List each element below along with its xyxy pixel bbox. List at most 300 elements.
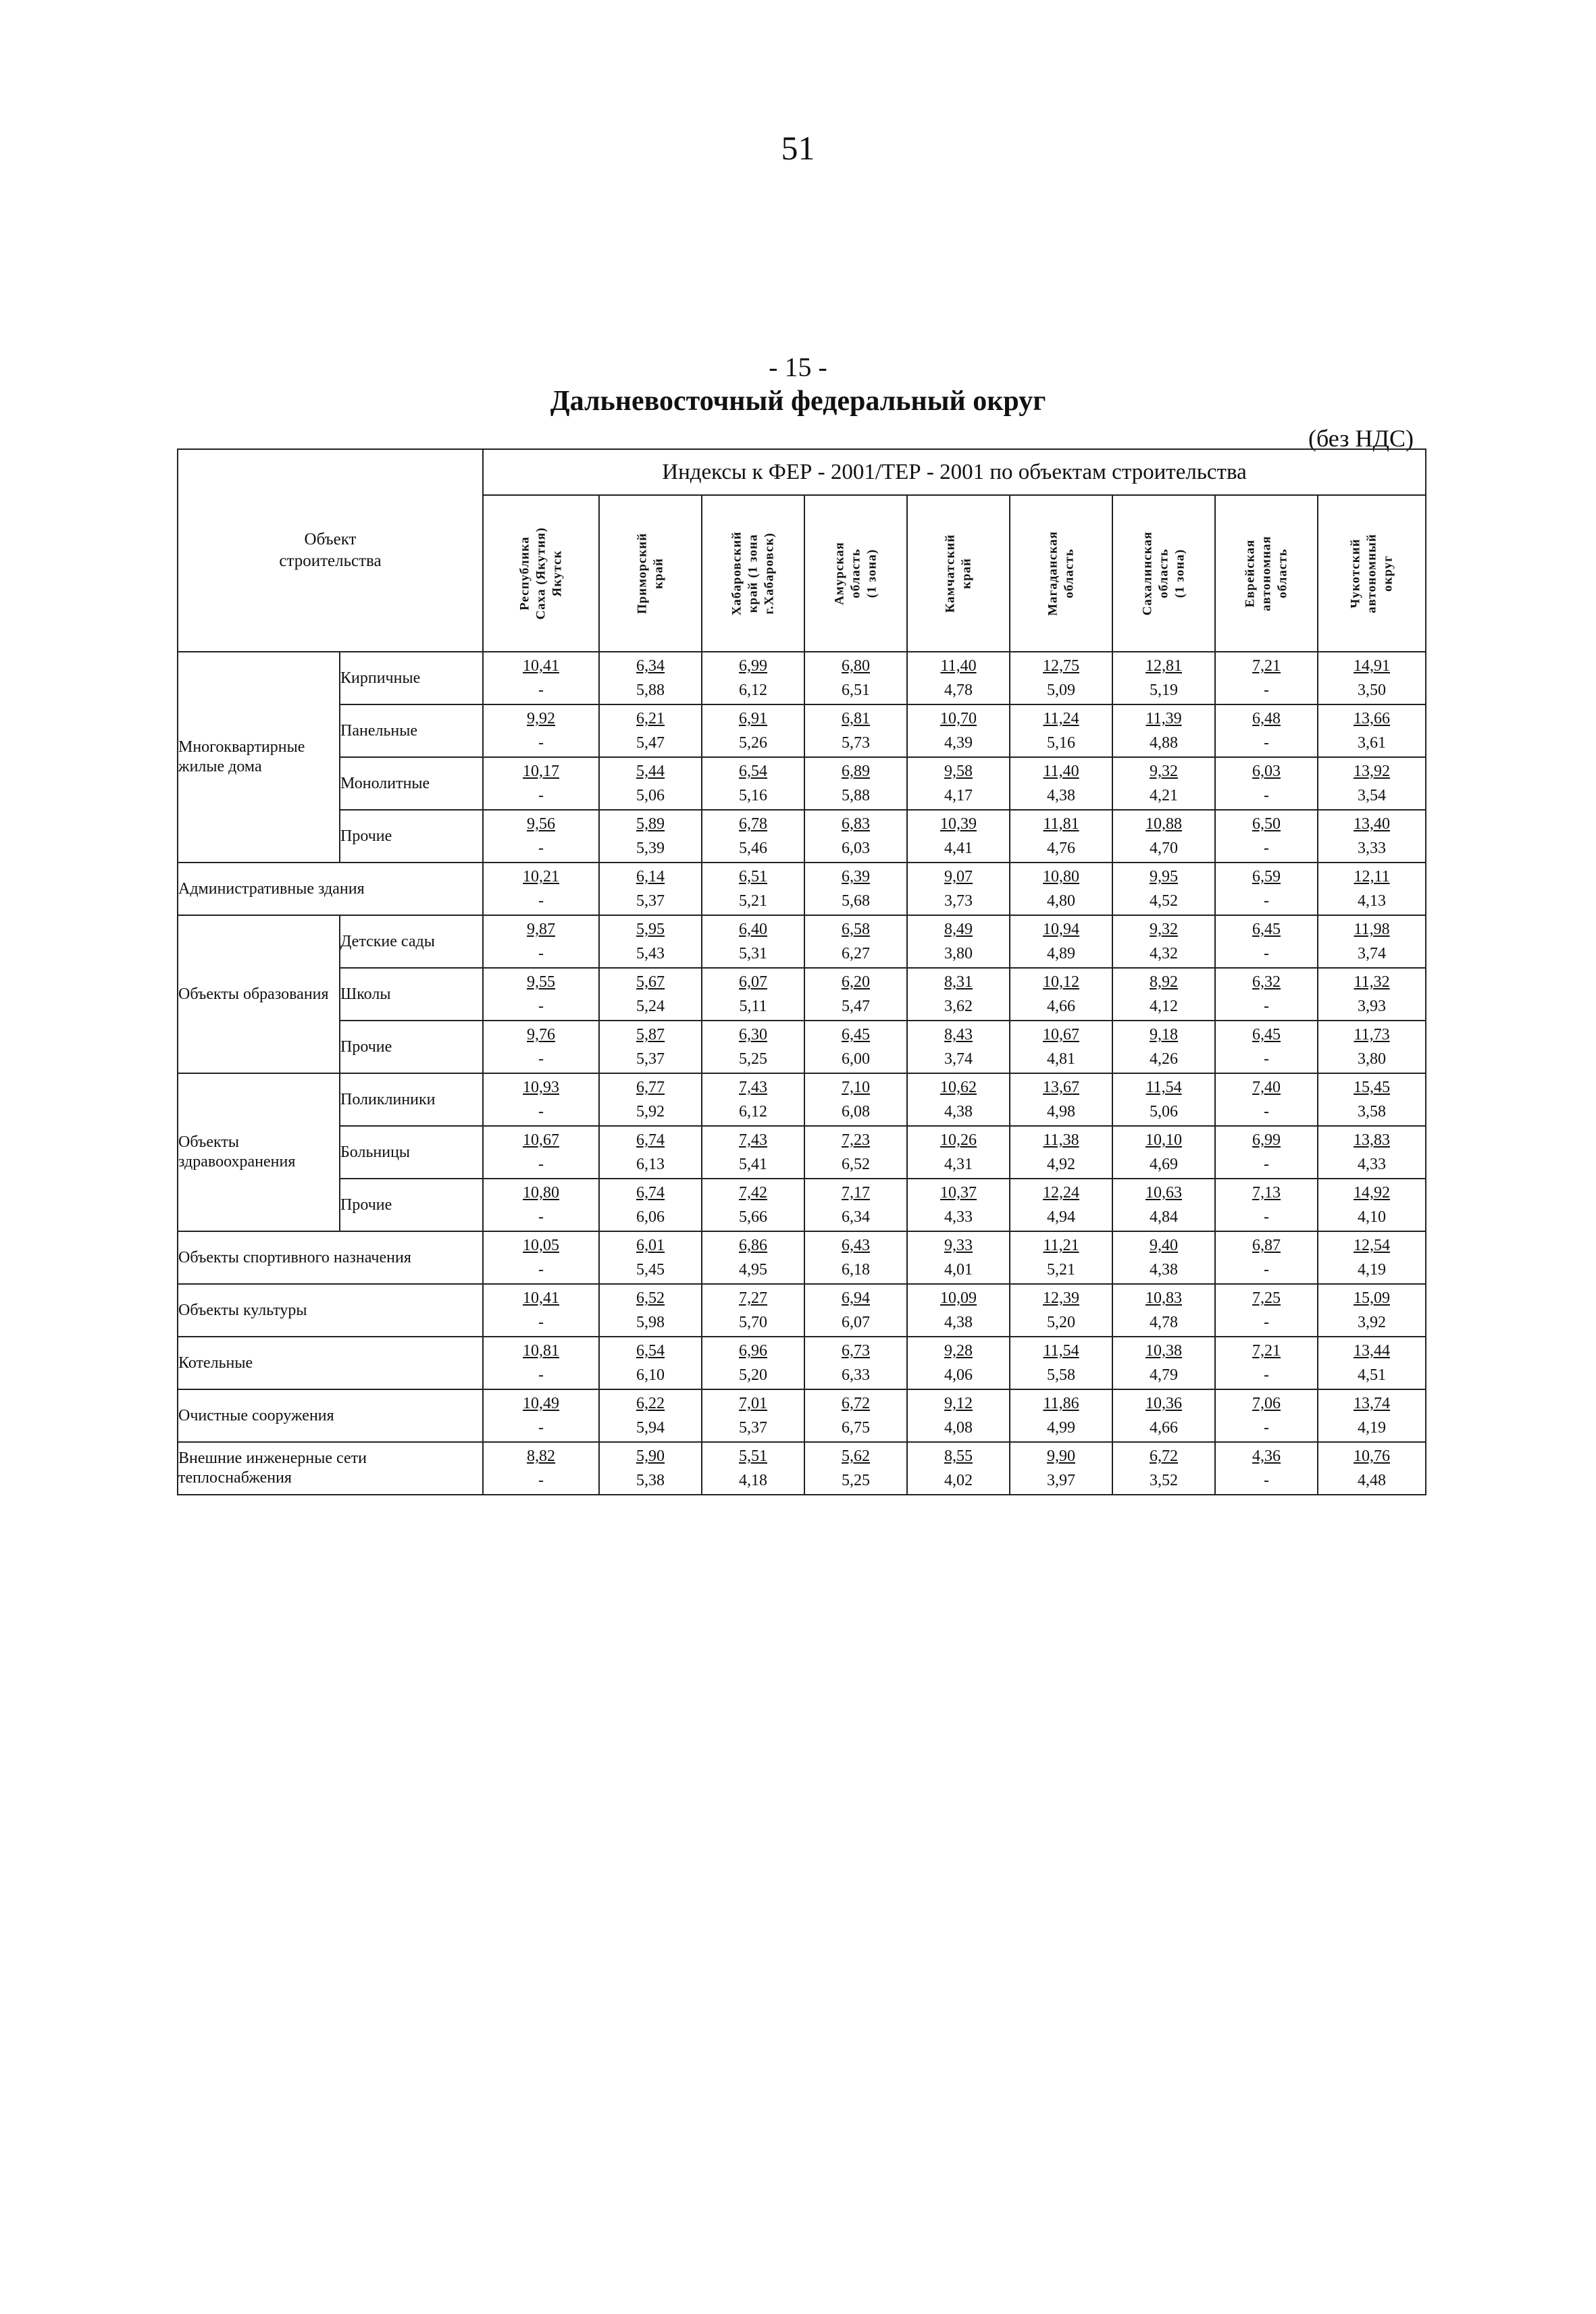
ter-index-value: 5,68 (842, 892, 871, 910)
fer-index-value: 12,81 (1145, 657, 1183, 675)
region-name (942, 534, 975, 613)
region-name-line: Приморский (635, 532, 650, 615)
ter-index-value: 5,16 (739, 787, 768, 804)
index-cell (1318, 704, 1426, 757)
index-cell (483, 1126, 599, 1179)
index-cell (907, 1231, 1010, 1284)
ter-index-value: 4,95 (739, 1261, 768, 1279)
region-name-line: область (1275, 548, 1289, 598)
fer-index-value: 9,90 (1047, 1447, 1076, 1465)
fer-index-value: 9,33 (944, 1237, 973, 1254)
index-cell (599, 1073, 702, 1126)
index-cell (599, 810, 702, 863)
index-cell (1112, 1126, 1215, 1179)
ter-index-value: - (538, 682, 544, 699)
fer-index-value: 9,56 (527, 815, 556, 833)
ter-index-value: 3,61 (1358, 734, 1387, 752)
subtype-label: Школы (340, 968, 483, 1021)
document-title: Дальневосточный федеральный округ (550, 386, 1046, 417)
index-cell (483, 1073, 599, 1126)
ter-index-value: 6,08 (842, 1103, 871, 1121)
ter-index-value: 6,12 (739, 1103, 768, 1121)
region-name-line: край (959, 558, 974, 589)
ter-index-value: 4,79 (1150, 1366, 1179, 1384)
index-cell (1318, 1389, 1426, 1442)
ter-index-value: 4,18 (739, 1472, 768, 1489)
fer-index-value: 10,41 (523, 1289, 560, 1307)
index-cell (702, 1126, 804, 1179)
region-name-line: область (1156, 548, 1171, 598)
index-cell (1010, 968, 1112, 1021)
ter-index-value: - (1264, 1156, 1270, 1173)
index-cell (1112, 863, 1215, 915)
index-cell (483, 1021, 599, 1073)
fer-index-value: 6,39 (842, 868, 871, 885)
index-cell (483, 968, 599, 1021)
fer-index-value: 6,96 (739, 1342, 768, 1360)
index-cell (804, 1231, 907, 1284)
fer-index-value: 11,98 (1354, 921, 1390, 938)
index-cell (599, 863, 702, 915)
fer-index-value: 8,92 (1150, 973, 1179, 991)
fer-index-value: 6,74 (636, 1131, 665, 1149)
ter-index-value: 5,09 (1047, 682, 1076, 699)
subtype-label: Детские сады (340, 915, 483, 968)
ter-index-value: 5,11 (739, 998, 767, 1015)
table-row (178, 1389, 1426, 1442)
page-number: 51 (781, 129, 815, 167)
fer-index-value: 10,37 (940, 1184, 977, 1202)
fer-index-value: 13,40 (1354, 815, 1391, 833)
fer-index-value: 10,05 (523, 1237, 560, 1254)
ter-index-value: 6,06 (636, 1208, 665, 1226)
fer-index-value: 6,48 (1252, 710, 1281, 727)
subtype-label: Кирпичные (340, 652, 483, 704)
fer-index-value: 6,91 (739, 710, 768, 727)
ter-index-value: 4,52 (1150, 892, 1179, 910)
subtype-label: Больницы (340, 1126, 483, 1179)
fer-index-value: 10,94 (1043, 921, 1080, 938)
ter-index-value: - (1264, 840, 1270, 857)
fer-index-value: 14,91 (1354, 657, 1391, 675)
index-cell (1318, 968, 1426, 1021)
table-row (178, 704, 1426, 757)
sub-page-number: - 15 - (769, 352, 827, 382)
index-cell (702, 1021, 804, 1073)
index-cell (1112, 757, 1215, 810)
index-cell (483, 1389, 599, 1442)
index-cell (483, 704, 599, 757)
fer-index-value: 7,43 (739, 1079, 768, 1096)
index-cell (702, 1231, 804, 1284)
fer-index-value: 7,21 (1252, 657, 1281, 675)
index-cell (1010, 1389, 1112, 1442)
subtype-label: Прочие (340, 810, 483, 863)
index-cell (907, 1442, 1010, 1495)
fer-index-value: 6,80 (842, 657, 871, 675)
index-cell (1010, 652, 1112, 704)
index-cell (1318, 863, 1426, 915)
fer-index-value: 9,58 (944, 763, 973, 780)
group-label: Объекты образования (178, 915, 340, 1073)
subtype-label: Прочие (340, 1179, 483, 1231)
region-name-line: Хабаровский (729, 531, 744, 616)
ter-index-value: 5,25 (739, 1050, 768, 1068)
region-header (1010, 495, 1112, 652)
fer-index-value: 12,54 (1354, 1237, 1391, 1254)
fer-index-value: 14,92 (1354, 1184, 1391, 1202)
ter-index-value: - (538, 1156, 544, 1173)
ter-index-value: 4,08 (944, 1419, 973, 1437)
region-name-line: (1 зона) (1172, 548, 1187, 598)
region-header (702, 495, 804, 652)
fer-index-value: 7,27 (739, 1289, 768, 1307)
fer-index-value: 6,21 (636, 710, 665, 727)
ter-index-value: 6,13 (636, 1156, 665, 1173)
index-cell (702, 863, 804, 915)
object-header-line-1: Объект (304, 530, 357, 548)
ter-index-value: 4,92 (1047, 1156, 1076, 1173)
fer-index-value: 10,67 (523, 1131, 560, 1149)
ter-index-value: 4,76 (1047, 840, 1076, 857)
index-cell (483, 915, 599, 968)
table-row (178, 652, 1426, 704)
ter-index-value: - (1264, 1314, 1270, 1331)
ter-index-value: 5,39 (636, 840, 665, 857)
index-cell (702, 968, 804, 1021)
table-header (178, 449, 1426, 652)
fer-index-value: 9,55 (527, 973, 556, 991)
fer-index-value: 11,38 (1043, 1131, 1079, 1149)
index-cell (804, 1389, 907, 1442)
index-cell (1215, 1073, 1318, 1126)
ter-index-value: 4,12 (1150, 998, 1179, 1015)
ter-index-value: 5,20 (1047, 1314, 1076, 1331)
ter-index-value: - (538, 892, 544, 910)
fer-index-value: 11,86 (1043, 1395, 1079, 1412)
indices-header: Индексы к ФЕР - 2001/ТЕР - 2001 по объектам строительства (483, 449, 1426, 495)
index-cell (599, 1179, 702, 1231)
ter-index-value: 5,47 (636, 734, 665, 752)
fer-index-value: 6,78 (739, 815, 768, 833)
ter-index-value: 5,16 (1047, 734, 1076, 752)
fer-index-value: 6,72 (842, 1395, 871, 1412)
fer-index-value: 6,01 (636, 1237, 665, 1254)
fer-index-value: 6,99 (1252, 1131, 1281, 1149)
fer-index-value: 8,82 (527, 1447, 556, 1465)
ter-index-value: 4,66 (1047, 998, 1076, 1015)
ter-index-value: 5,73 (842, 734, 871, 752)
index-cell (1215, 1126, 1318, 1179)
index-cell (1318, 810, 1426, 863)
region-header (599, 495, 702, 652)
region-name-line: автономный (1364, 534, 1379, 613)
table-row (178, 757, 1426, 810)
region-header (907, 495, 1010, 652)
fer-index-value: 6,45 (1252, 1026, 1281, 1044)
fer-index-value: 11,54 (1043, 1342, 1079, 1360)
ter-index-value: - (538, 1050, 544, 1068)
fer-index-value: 10,36 (1145, 1395, 1183, 1412)
index-cell (1318, 757, 1426, 810)
table-row (178, 1073, 1426, 1126)
ter-index-value: 4,69 (1150, 1156, 1179, 1173)
vat-note: (без НДС) (1308, 425, 1414, 452)
index-cell (804, 704, 907, 757)
ter-index-value: 4,51 (1358, 1366, 1387, 1384)
index-cell (1112, 810, 1215, 863)
fer-index-value: 11,54 (1145, 1079, 1182, 1096)
index-cell (907, 1126, 1010, 1179)
ter-index-value: - (1264, 1050, 1270, 1068)
index-cell (1318, 1126, 1426, 1179)
index-cell (804, 1021, 907, 1073)
index-cell (1112, 968, 1215, 1021)
index-cell (702, 1337, 804, 1389)
ter-index-value: - (538, 1103, 544, 1121)
index-cell (702, 652, 804, 704)
fer-index-value: 10,12 (1043, 973, 1080, 991)
fer-index-value: 12,24 (1043, 1184, 1080, 1202)
index-cell (1010, 915, 1112, 968)
fer-index-value: 6,14 (636, 868, 665, 885)
ter-index-value: - (538, 840, 544, 857)
ter-index-value: 4,33 (944, 1208, 973, 1226)
fer-index-value: 11,39 (1145, 710, 1182, 727)
index-cell (1112, 1284, 1215, 1337)
ter-index-value: 4,10 (1358, 1208, 1387, 1226)
fer-index-value: 6,87 (1252, 1237, 1281, 1254)
ter-index-value: 4,94 (1047, 1208, 1076, 1226)
index-cell (1215, 1021, 1318, 1073)
fer-index-value: 6,43 (842, 1237, 871, 1254)
ter-index-value: 5,26 (739, 734, 768, 752)
ter-index-value: 3,93 (1358, 998, 1387, 1015)
ter-index-value: 3,52 (1150, 1472, 1179, 1489)
fer-index-value: 7,17 (842, 1184, 871, 1202)
index-cell (907, 968, 1010, 1021)
fer-index-value: 7,25 (1252, 1289, 1281, 1307)
fer-index-value: 10,83 (1145, 1289, 1183, 1307)
ter-index-value: 5,38 (636, 1472, 665, 1489)
ter-index-value: - (538, 945, 544, 962)
index-cell (1010, 1231, 1112, 1284)
index-cell (599, 1442, 702, 1495)
fer-index-value: 6,40 (739, 921, 768, 938)
fer-index-value: 6,72 (1150, 1447, 1179, 1465)
index-cell (483, 863, 599, 915)
fer-index-value: 13,74 (1354, 1395, 1391, 1412)
fer-index-value: 7,40 (1252, 1079, 1281, 1096)
fer-index-value: 7,01 (739, 1395, 768, 1412)
fer-index-value: 7,42 (739, 1184, 768, 1202)
ter-index-value: 5,37 (636, 1050, 665, 1068)
fer-index-value: 12,11 (1354, 868, 1390, 885)
index-cell (1112, 1179, 1215, 1231)
fer-index-value: 6,45 (842, 1026, 871, 1044)
fer-index-value: 6,86 (739, 1237, 768, 1254)
ter-index-value: - (1264, 1419, 1270, 1437)
object-label: Очистные сооружения (178, 1389, 483, 1442)
fer-index-value: 6,45 (1252, 921, 1281, 938)
fer-index-value: 13,66 (1354, 710, 1391, 727)
ter-index-value: 4,19 (1358, 1419, 1387, 1437)
ter-index-value: 4,38 (944, 1103, 973, 1121)
fer-index-value: 9,32 (1150, 763, 1179, 780)
fer-index-value: 6,54 (739, 763, 768, 780)
region-name-line: Еврейская (1243, 539, 1258, 608)
fer-index-value: 11,81 (1043, 815, 1079, 833)
region-name-line: область (848, 548, 863, 598)
index-cell (483, 1337, 599, 1389)
table-row (178, 1179, 1426, 1231)
fer-index-value: 10,93 (523, 1079, 560, 1096)
index-cell (1318, 1284, 1426, 1337)
fer-index-value: 10,17 (523, 763, 560, 780)
index-cell (1112, 1021, 1215, 1073)
index-cell (483, 652, 599, 704)
ter-index-value: 3,80 (944, 945, 973, 962)
ter-index-value: - (538, 734, 544, 752)
index-cell (599, 1231, 702, 1284)
index-table (177, 448, 1426, 1495)
object-label: Объекты культуры (178, 1284, 483, 1337)
index-cell (804, 757, 907, 810)
fer-index-value: 9,28 (944, 1342, 973, 1360)
ter-index-value: - (538, 998, 544, 1015)
fer-index-value: 8,49 (944, 921, 973, 938)
region-header (483, 495, 599, 652)
fer-index-value: 7,43 (739, 1131, 768, 1149)
region-name (729, 532, 777, 616)
index-cell (1215, 1442, 1318, 1495)
ter-index-value: 5,47 (842, 998, 871, 1015)
index-cell (1010, 1021, 1112, 1073)
index-cell (1010, 757, 1112, 810)
ter-index-value: - (1264, 1208, 1270, 1226)
index-cell (702, 915, 804, 968)
region-name-line: автономная (1259, 536, 1274, 611)
fer-index-value: 6,20 (842, 973, 871, 991)
fer-index-value: 6,50 (1252, 815, 1281, 833)
index-cell (1010, 704, 1112, 757)
index-cell (907, 1179, 1010, 1231)
fer-index-value: 12,75 (1043, 657, 1080, 675)
ter-index-value: 5,21 (1047, 1261, 1076, 1279)
object-label: Котельные (178, 1337, 483, 1389)
ter-index-value: 4,26 (1150, 1050, 1179, 1068)
ter-index-value: - (1264, 734, 1270, 752)
ter-index-value: - (1264, 1261, 1270, 1279)
fer-index-value: 5,62 (842, 1447, 871, 1465)
fer-index-value: 10,88 (1145, 815, 1183, 833)
index-cell (907, 1337, 1010, 1389)
ter-index-value: 4,38 (1150, 1261, 1179, 1279)
ter-index-value: 6,10 (636, 1366, 665, 1384)
ter-index-value: - (538, 1472, 544, 1489)
region-name-line: край (651, 558, 666, 589)
index-cell (804, 863, 907, 915)
ter-index-value: 5,88 (842, 787, 871, 804)
fer-index-value: 10,80 (1043, 868, 1080, 885)
ter-index-value: 4,88 (1150, 734, 1179, 752)
region-name-line: Саха (Якутия) (534, 527, 548, 620)
index-cell (1318, 1231, 1426, 1284)
ter-index-value: 5,25 (842, 1472, 871, 1489)
region-name-line: округ (1380, 555, 1395, 592)
index-cell (1112, 1073, 1215, 1126)
object-header-line-2: строительства (279, 552, 382, 570)
index-cell (1318, 915, 1426, 968)
index-cell (702, 1284, 804, 1337)
region-name-line: край (1 зона (746, 534, 761, 613)
fer-index-value: 11,32 (1354, 973, 1390, 991)
table-row (178, 1337, 1426, 1389)
ter-index-value: - (1264, 787, 1270, 804)
fer-index-value: 6,03 (1252, 763, 1281, 780)
fer-index-value: 13,92 (1354, 763, 1391, 780)
fer-index-value: 11,24 (1043, 710, 1079, 727)
region-name-line: (1 зона) (864, 548, 879, 598)
object-label: Объекты спортивного назначения (178, 1231, 483, 1284)
fer-index-value: 6,83 (842, 815, 871, 833)
ter-index-value: 5,31 (739, 945, 768, 962)
ter-index-value: 3,92 (1358, 1314, 1387, 1331)
ter-index-value: - (1264, 1103, 1270, 1121)
fer-index-value: 8,31 (944, 973, 973, 991)
fer-index-value: 5,87 (636, 1026, 665, 1044)
ter-index-value: 4,21 (1150, 787, 1179, 804)
fer-index-value: 6,51 (739, 868, 768, 885)
index-cell (1215, 1284, 1318, 1337)
index-cell (804, 652, 907, 704)
region-name-line: Амурская (832, 542, 847, 605)
fer-index-value: 6,59 (1252, 868, 1281, 885)
index-cell (483, 1179, 599, 1231)
fer-index-value: 10,10 (1145, 1131, 1183, 1149)
index-cell (804, 915, 907, 968)
region-name-line: Республика (517, 536, 532, 611)
ter-index-value: 4,19 (1358, 1261, 1387, 1279)
object-header (178, 449, 483, 652)
region-name (1139, 532, 1187, 616)
fer-index-value: 6,22 (636, 1395, 665, 1412)
index-cell (1112, 1442, 1215, 1495)
fer-index-value: 6,74 (636, 1184, 665, 1202)
index-cell (1112, 1389, 1215, 1442)
ter-index-value: 5,58 (1047, 1366, 1076, 1384)
index-cell (804, 810, 907, 863)
index-cell (1215, 1389, 1318, 1442)
fer-index-value: 10,09 (940, 1289, 977, 1307)
index-cell (1010, 810, 1112, 863)
fer-index-value: 11,40 (1043, 763, 1079, 780)
group-label: Многоквартирные жилые дома (178, 652, 340, 863)
index-cell (483, 810, 599, 863)
index-cell (1215, 1179, 1318, 1231)
index-cell (907, 1284, 1010, 1337)
ter-index-value: 4,78 (944, 682, 973, 699)
index-cell (702, 757, 804, 810)
ter-index-value: 3,62 (944, 998, 973, 1015)
fer-index-value: 13,67 (1043, 1079, 1080, 1096)
ter-index-value: 4,02 (944, 1472, 973, 1489)
ter-index-value: 4,89 (1047, 945, 1076, 962)
index-cell (804, 1126, 907, 1179)
region-header (1112, 495, 1215, 652)
index-cell (1112, 652, 1215, 704)
region-name-line: Камчатский (943, 534, 958, 613)
